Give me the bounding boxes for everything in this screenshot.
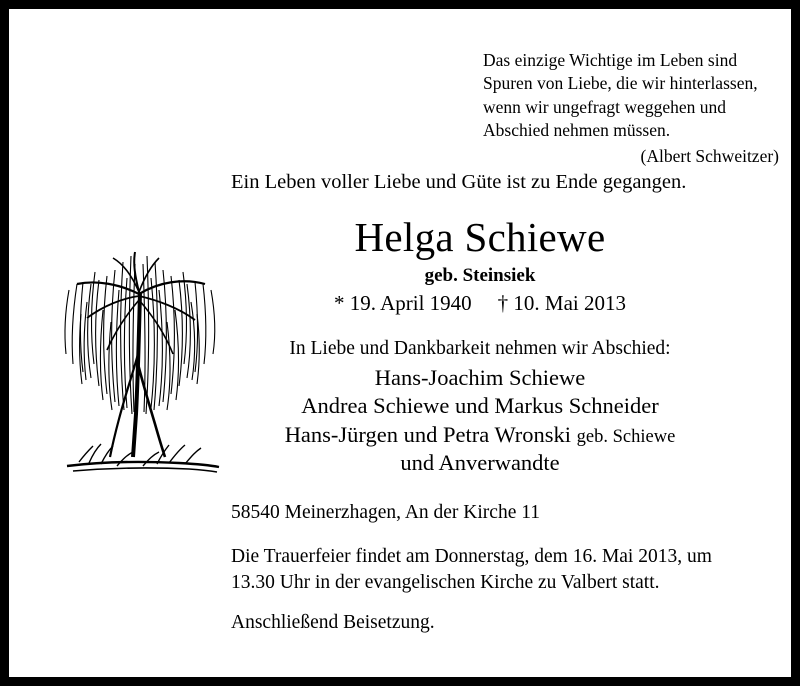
service-details [231, 544, 787, 596]
mourner-name: und Anverwandte [400, 450, 560, 476]
mourner-name: Hans-Jürgen und Petra Wronski [284, 421, 572, 447]
quote-line-4: Abschied nehmen müssen. [483, 119, 671, 140]
quote-block [483, 49, 783, 168]
deceased-dates [231, 291, 787, 316]
service-line-2: 13.30 Uhr in der evangelischen Kirche zu Valbert statt. [231, 571, 660, 593]
quote-author: (Albert Schweitzer) [640, 146, 779, 167]
deceased-birth-name: geb. Steinsiek [424, 264, 536, 286]
mourners-list [231, 364, 787, 478]
mourner-name: Andrea Schiewe und Markus Schneider [301, 393, 659, 419]
list-item [231, 392, 729, 421]
quote-line-2: Spuren von Liebe, die wir hinterlassen, [483, 73, 758, 94]
lead-text: Ein Leben voller Liebe und Güte ist zu Ende gegangen. [231, 171, 687, 193]
burial-note: Anschließend Beisetzung. [231, 611, 435, 633]
obituary-inner [9, 9, 791, 677]
service-line-1: Die Trauerfeier findet am Donnerstag, dem 16. Mai 2013, um [231, 546, 712, 568]
mourner-name: Hans-Joachim Schiewe [374, 364, 586, 390]
quote-line-1: Das einzige Wichtige im Leben sind [483, 50, 738, 70]
farewell-intro: In Liebe und Dankbarkeit nehmen wir Abschied: [289, 337, 671, 359]
obituary-body [231, 169, 787, 634]
mourner-birth-name: geb. Schiewe [576, 426, 676, 447]
list-item [231, 449, 729, 478]
death-date: † 10. Mai 2013 [497, 290, 626, 315]
quote-line-3: wenn wir ungefragt weggehen und [483, 96, 726, 117]
list-item [231, 364, 729, 393]
weeping-willow-tree-illustration [39, 214, 239, 479]
list-item [231, 421, 729, 450]
address-text: 58540 Meinerzhagen, An der Kirche 11 [231, 502, 541, 524]
birth-date: * 19. April 1940 [334, 290, 472, 315]
deceased-name: Helga Schiewe [354, 213, 606, 260]
